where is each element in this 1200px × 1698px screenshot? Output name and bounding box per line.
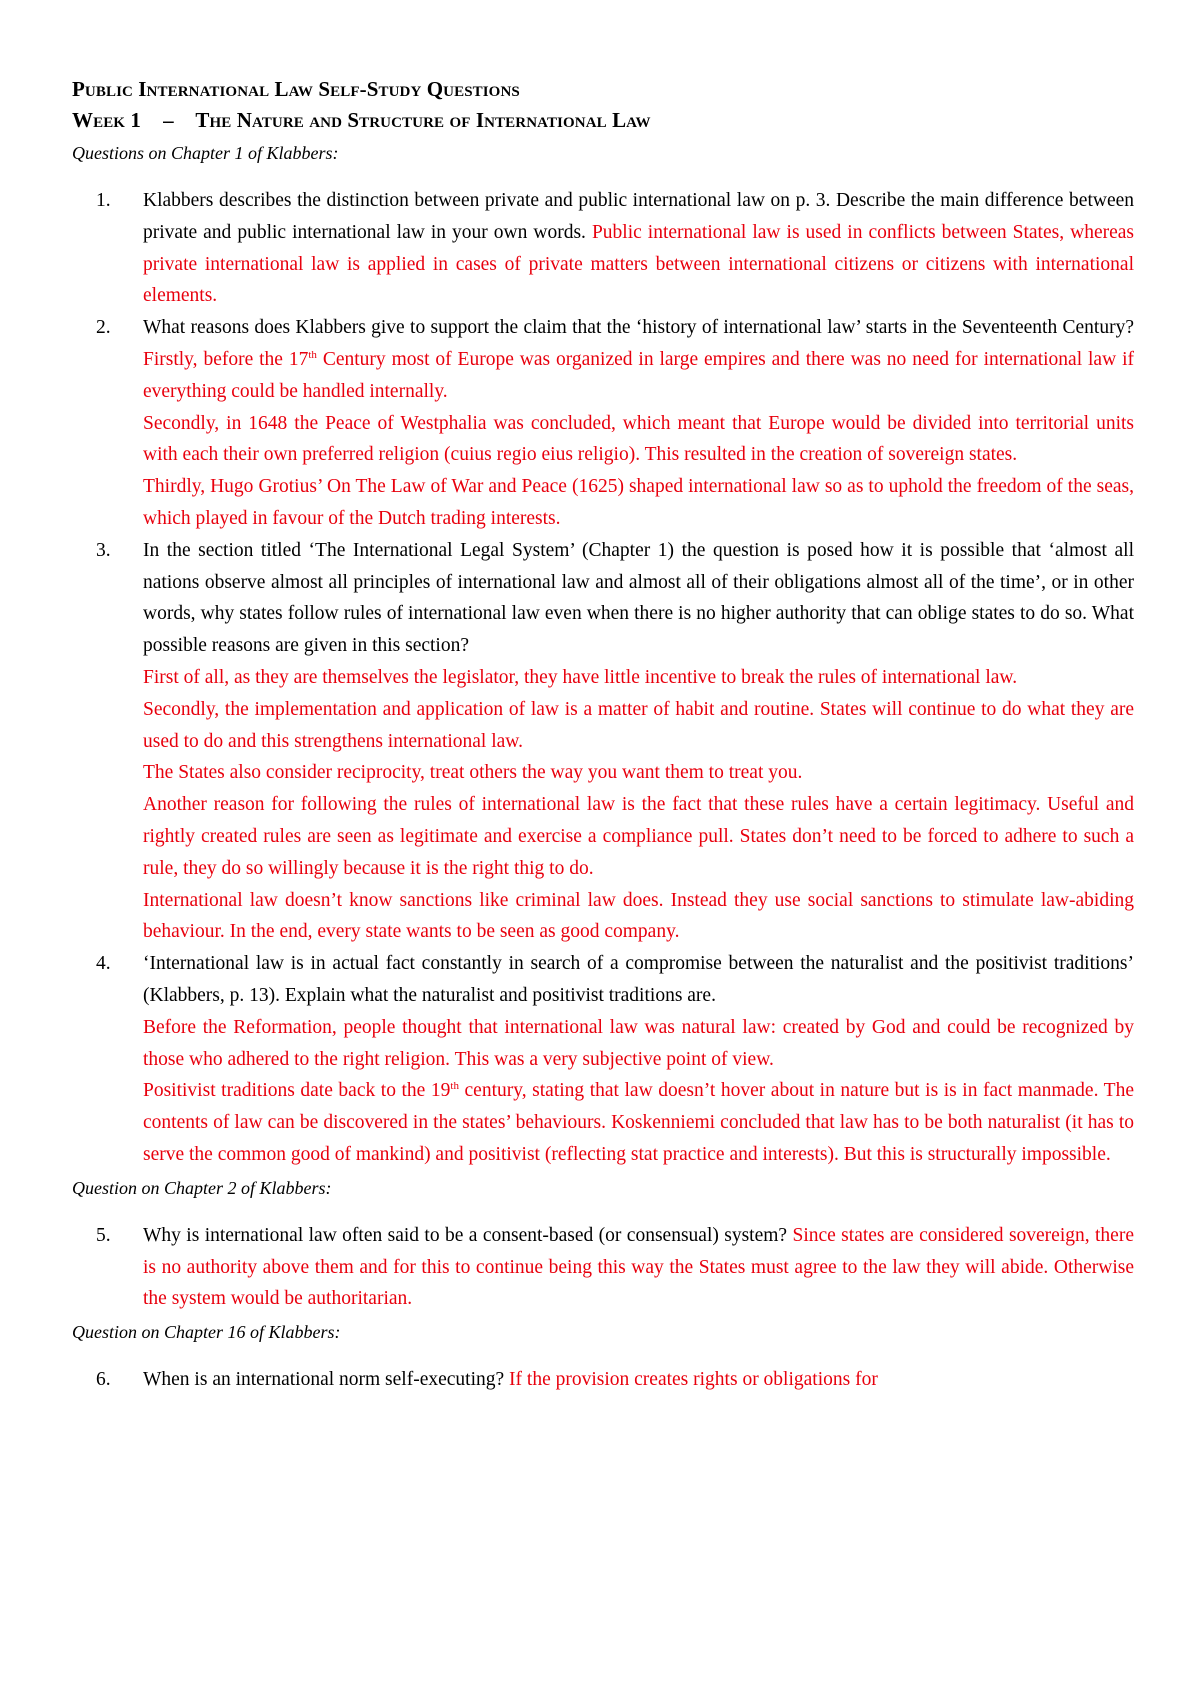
section-heading-chapter-2: Question on Chapter 2 of Klabbers: [72, 1177, 332, 1198]
answer-paragraph: The States also consider reciprocity, treat others the way you want them to treat you. [143, 762, 803, 784]
answer-paragraph: Before the Reformation, people thought that international law was natural law: created by God and could be recognized by those who adhered to the right religion. This was a very subjective point of view. [143, 1016, 1134, 1070]
answer-paragraph: First of all, as they are themselves the legislator, they have little incentive to break the rules of international law. [143, 666, 1018, 688]
question-item-1 [72, 185, 1134, 312]
week-label: Week 1 [72, 108, 142, 132]
question-item-4 [72, 948, 1134, 1171]
answer-part: century, stating that law doesn’t hover about in nature but is is in fact manmade. The contents of law can be discovered in the states’ behaviours. Koskenniemi concluded that law has to be both naturalist (it has to serve the common good of mankind) and positivist (reflecting stat practice and interests). But this is structurally impossible. [143, 1080, 1134, 1165]
answer-paragraph: Secondly, the implementation and application of law is a matter of habit and routine. States will continue to do what they are used to do and this strengthens international law. [143, 698, 1134, 752]
question-number: 1. [96, 190, 111, 211]
document-content [72, 74, 1134, 1396]
week-dash: – [163, 108, 174, 132]
section-heading-chapter-16: Question on Chapter 16 of Klabbers: [72, 1322, 341, 1343]
question-text: ‘International law is in actual fact constantly in search of a compromise between the naturalist and the positivist traditions’ (Klabbers, p. 13). Explain what the naturalist and positivist traditions are. [143, 953, 1134, 1006]
question-number: 3. [96, 539, 111, 561]
question-item-5 [72, 1220, 1134, 1315]
question-text: Why is international law often said to be a consent-based (or consensual) system? [143, 1224, 793, 1246]
question-list-chapter-2 [72, 1220, 1134, 1315]
answer-paragraph: Secondly, in 1648 the Peace of Westphalia was concluded, which meant that Europe would be divided into territorial units with each their own preferred religion (cuius regio eius religio). This resulted in the creation of sovereign states. [143, 412, 1134, 466]
week-heading [72, 105, 1134, 136]
question-item-3 [72, 535, 1134, 948]
question-text: In the section titled ‘The International Legal System’ (Chapter 1) the question is posed how it is possible that ‘almost all nations observe almost all principles of international law and almost all of their obligations almost all of the time’, or in other words, why states follow rules of international law even when there is no higher authority that can oblige states to do so. What possible reasons are given in this section? [143, 539, 1134, 657]
question-item-6 [72, 1364, 1134, 1396]
answer-paragraph: Thirdly, Hugo Grotius’ On The Law of War and Peace (1625) shaped international law so as to uphold the freedom of the seas, which played in favour of the Dutch trading interests. [143, 476, 1134, 529]
document-title [72, 74, 1134, 105]
week-topic: The Nature and Structure of International Law [195, 108, 651, 132]
answer-part: Century most of Europe was organized in large empires and there was no need for international law if everything could be handled internally. [143, 348, 1134, 402]
question-text: Klabbers describes the distinction between private and public international law on p. 3. Describe the main difference between private and public international law in your own words. [143, 190, 1134, 243]
answer-text: Since states are considered sovereign, there is no authority above them and for this to continue being this way the States must agree to the law they will abide. Otherwise the system would be authoritarian. [143, 1224, 1134, 1310]
question-text: What reasons does Klabbers give to support the claim that the ‘history of international law’ starts in the Seventeenth Century? [143, 317, 1134, 339]
title-text: Public International Law Self-Study Questions [72, 77, 520, 101]
answer-part: Firstly, before the 17 [143, 348, 309, 370]
question-number: 6. [96, 1369, 111, 1391]
answer-text [143, 349, 1134, 402]
question-text: When is an international norm self-executing? [143, 1369, 510, 1391]
question-item-2 [72, 312, 1134, 535]
answer-paragraph: International law doesn’t know sanctions like criminal law does. Instead they use social sanctions to stimulate law-abiding behaviour. In the end, every state wants to be seen as good company. [143, 889, 1134, 943]
question-list-chapter-16 [72, 1364, 1134, 1396]
question-number: 4. [96, 953, 111, 975]
superscript: th [308, 348, 317, 361]
answer-part: Positivist traditions date back to the 19 [143, 1080, 451, 1102]
section-heading-chapter-1: Questions on Chapter 1 of Klabbers: [72, 143, 339, 163]
answer-text: If the provision creates rights or obligations for [509, 1369, 878, 1391]
question-number: 5. [96, 1224, 111, 1246]
answer-paragraph: Another reason for following the rules of international law is the fact that these rules have a certain legitimacy. Useful and rightly created rules are seen as legitimate and exercise a compliance pull. States don’t need to be forced to adhere to such a rule, they do so willingly because it is the right thig to do. [143, 794, 1134, 879]
question-list-chapter-1 [72, 185, 1134, 1171]
question-number: 2. [96, 317, 111, 339]
answer-text: Public international law is used in conflicts between States, whereas private international law is applied in cases of private matters between international citizens or citizens with international elements. [143, 221, 1134, 307]
superscript: th [450, 1080, 459, 1093]
answer-paragraph [143, 1075, 1134, 1170]
